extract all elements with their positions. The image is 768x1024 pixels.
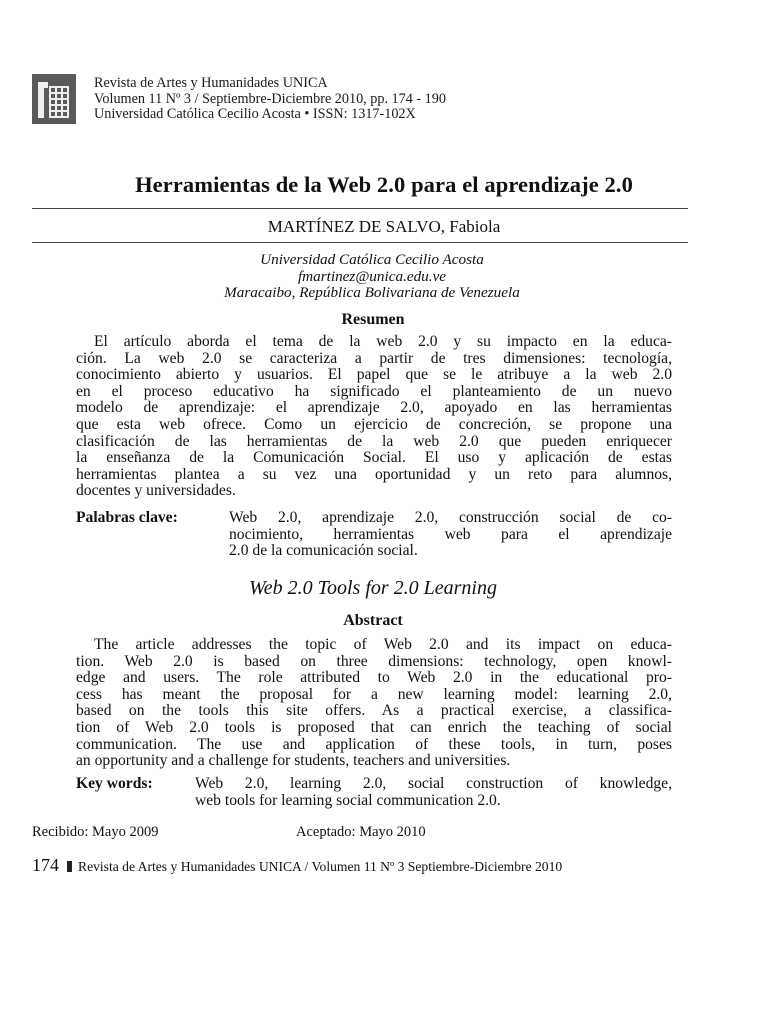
footer-marker — [67, 861, 72, 872]
resumen-line: que esta web ofrece. Como un ejercicio de concreción, se propone una — [76, 415, 672, 433]
abstract-line: The article addresses the topic of Web 2.0 and its impact on educa- — [94, 636, 672, 653]
journal-info — [94, 76, 446, 123]
abstract-body — [76, 637, 672, 770]
key-words-label: Key words: — [76, 775, 153, 792]
resumen-line: ción. La web 2.0 se caracteriza a partir de tres dimensiones: tecnología, — [76, 349, 672, 367]
english-title: Web 2.0 Tools for 2.0 Learning — [248, 577, 497, 599]
affiliation-university: Universidad Católica Cecilio Acosta — [260, 251, 484, 268]
resumen-body — [76, 334, 672, 500]
resumen-line: clasificación de las herramientas de la web 2.0 que pueden enriquecer — [76, 432, 672, 450]
journal-issn: Universidad Católica Cecilio Acosta • ISSN: 1317-102X — [94, 106, 416, 122]
abstract-line: edge and users. The role attributed to Web 2.0 in the educational pro- — [76, 669, 672, 687]
keyword-line: Web 2.0, learning 2.0, social construction of knowledge, — [195, 775, 672, 792]
abstract-line: based on the tools this site offers. As a practical exercise, a classifica- — [76, 702, 672, 720]
title-divider-top — [32, 208, 688, 209]
abstract-line: an opportunity and a challenge for students, teachers and universities. — [76, 752, 511, 770]
resumen-line: El artículo aborda el tema de la web 2.0 y su impacto en la educa- — [94, 333, 672, 350]
affiliation — [0, 252, 744, 302]
received-date: Recibido: Mayo 2009 — [32, 824, 159, 840]
abstract-line: tion. Web 2.0 is based on three dimensions: technology, open knowl- — [76, 652, 672, 670]
page-number: 174 — [32, 855, 59, 875]
affiliation-location: Maracaibo, República Bolivariana de Venezuela — [224, 284, 520, 301]
keyword-line: 2.0 de la comunicación social. — [229, 542, 418, 560]
resumen-heading: Resumen — [341, 311, 405, 328]
author-name: MARTÍNEZ DE SALVO, Fabiola — [267, 217, 501, 236]
keyword-line: nocimiento, herramientas web para el aprendizaje — [229, 525, 672, 543]
resumen-line: herramientas plantea a su vez una oportunidad y un reto para alumnos, — [76, 465, 672, 483]
affiliation-email: fmartinez@unica.edu.ve — [297, 267, 447, 285]
resumen-line: modelo de aprendizaje: el aprendizaje 2.0, apoyado en las herramientas — [76, 399, 672, 417]
title-divider-bottom — [32, 242, 688, 243]
palabras-clave-label: Palabras clave: — [76, 509, 178, 526]
abstract-line: tion of Web 2.0 tools is proposed that can enrich the teaching of social — [76, 718, 672, 736]
footer-text: Revista de Artes y Humanidades UNICA / Volumen 11 Nº 3 Septiembre-Diciembre 2010 — [78, 859, 563, 874]
abstract-line: cess has meant the proposal for a new learning model: learning 2.0, — [76, 685, 672, 703]
resumen-line: docentes y universidades. — [76, 482, 236, 500]
resumen-line: la enseñanza de la Comunicación Social. El uso y aplicación de estas — [76, 449, 672, 467]
abstract-heading: Abstract — [343, 612, 403, 629]
article-title: Herramientas de la Web 2.0 para el aprendizaje 2.0 — [135, 172, 633, 197]
resumen-line: en el proceso educativo ha significado el planteamiento de un nuevo — [76, 382, 672, 400]
journal-logo — [32, 74, 76, 124]
abstract-line: communication. The use and application of these tools, in turn, poses — [76, 735, 672, 753]
resumen-line: conocimiento abierto y usuarios. El papel que se le atribuye a la web 2.0 — [76, 366, 672, 384]
key-words-text — [195, 776, 672, 809]
page-footer — [32, 855, 562, 876]
palabras-clave-text — [229, 510, 672, 560]
keyword-line: web tools for learning social communication 2.0. — [195, 791, 501, 809]
journal-volume: Volumen 11 Nº 3 / Septiembre-Diciembre 2010, pp. 174 - 190 — [94, 90, 446, 107]
keyword-line: Web 2.0, aprendizaje 2.0, construcción social de co- — [229, 509, 672, 526]
accepted-date: Aceptado: Mayo 2010 — [296, 824, 426, 840]
journal-name: Revista de Artes y Humanidades UNICA — [94, 75, 328, 91]
